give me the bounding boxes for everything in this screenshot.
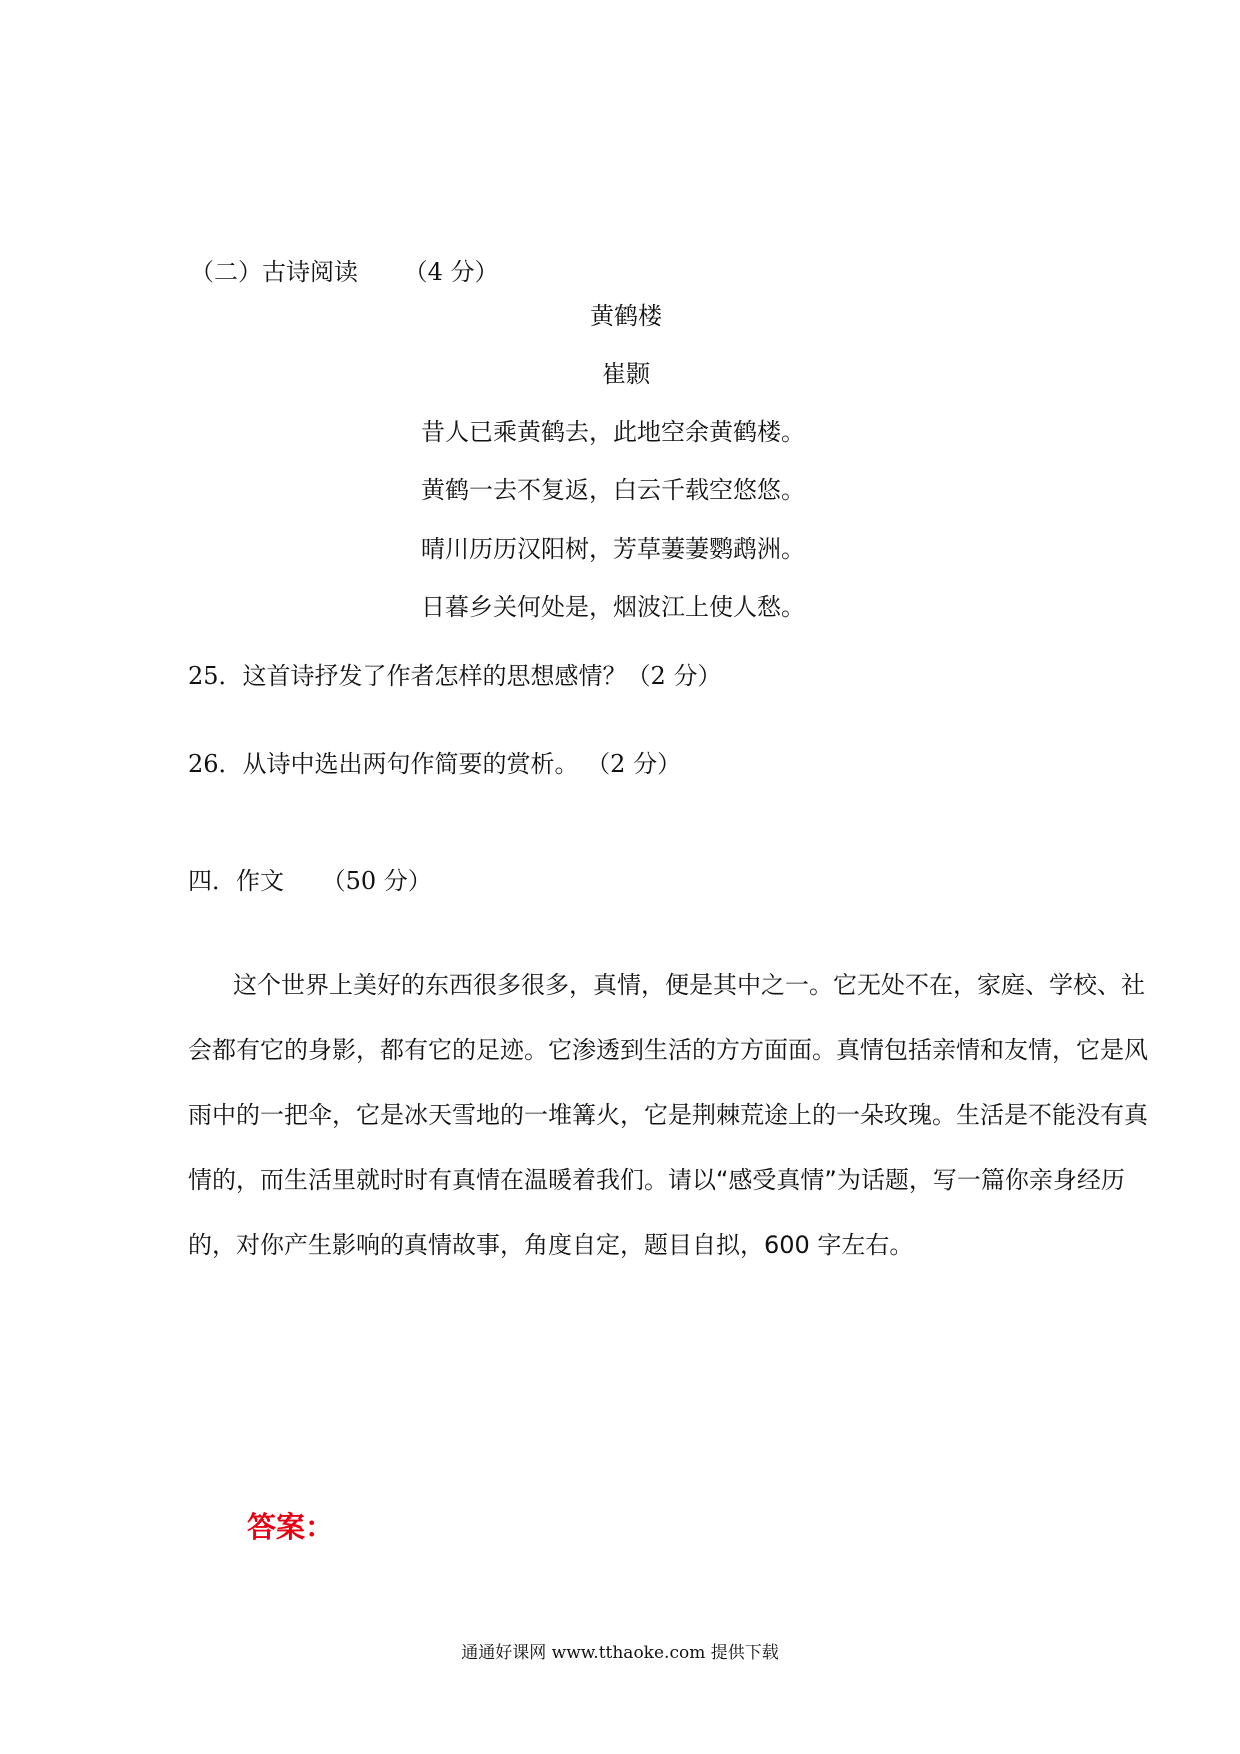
question-26 [188,744,681,779]
poetry-section-heading [190,252,499,287]
poem-line: 日暮乡关何处是，烟波江上使人愁。 [421,593,805,621]
essay-prompt-line: 会都有它的身影，都有它的足迹。它渗透到生活的方方面面。真情包括亲情和友情，它是风 [188,1036,1148,1064]
poem-line: 黄鹤一去不复返，白云千载空悠悠。 [421,476,805,504]
question-number: 26． [188,750,243,778]
poetry-section-score: （4 分） [403,258,499,286]
essay-section-heading [188,861,432,896]
question-text: 从诗中选出两句作简要的赏析。 （2 分） [242,750,682,778]
poetry-section-title: （二）古诗阅读 [190,258,358,286]
poem-line: 昔人已乘黄鹤去，此地空余黄鹤楼。 [421,418,805,446]
question-text: 这首诗抒发了作者怎样的思想感情？（2 分） [242,662,722,690]
answer-label: 答案： [247,1510,335,1544]
essay-prompt-line: 雨中的一把伞，它是冰天雪地的一堆篝火，它是荆棘荒途上的一朵玫瑰。生活是不能没有真 [188,1101,1148,1129]
essay-prompt-line: 情的，而生活里就时时有真情在温暖着我们。请以“感受真情”为话题，写一篇你亲身经历 [188,1166,1125,1194]
page-footer: 通通好课网 www.tthaoke.com 提供下载 [461,1643,779,1663]
question-number: 25． [188,662,243,690]
essay-section-title: 四．作文 [188,867,284,895]
essay-prompt-line: 的，对你产生影响的真情故事，角度自定，题目自拟，600 字左右。 [188,1231,914,1259]
essay-section-score: （50 分） [321,867,432,895]
essay-prompt-line: 这个世界上美好的东西很多很多，真情，便是其中之一。它无处不在，家庭、学校、社 [233,971,1145,999]
essay-prompt [188,953,1148,1278]
poem-author: 崔颢 [602,360,650,388]
question-25 [188,656,721,691]
poem-title: 黄鹤楼 [590,302,662,330]
poem-line: 晴川历历汉阳树，芳草萋萋鹦鹉洲。 [421,535,805,563]
